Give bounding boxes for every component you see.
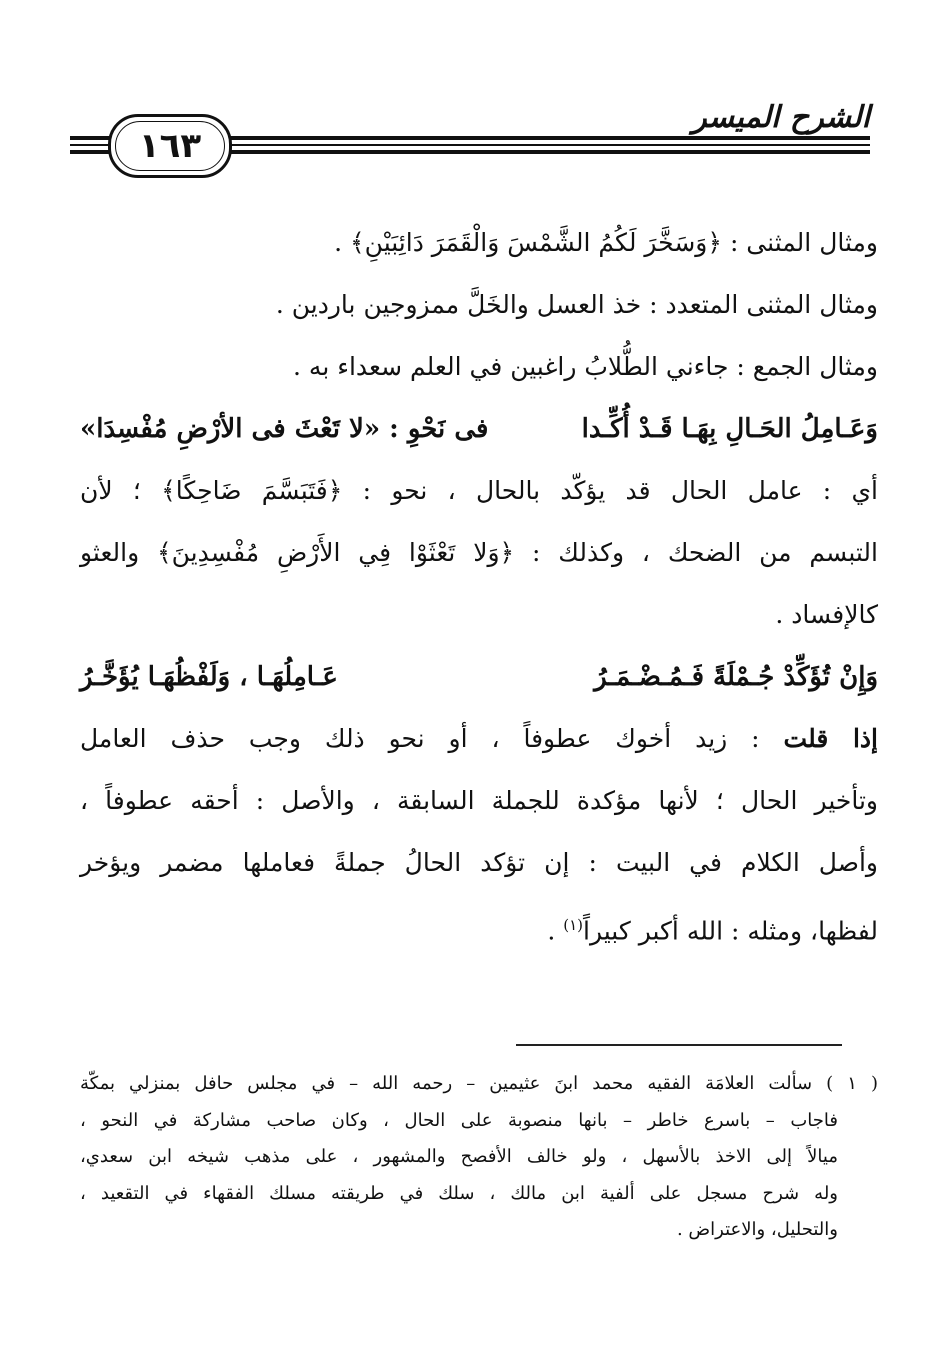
footnote-line: فاجاب – باسرع خاطر – بانها منصوبة على الحال ، وكان صاحب مشاركة في النحو ،	[80, 1109, 838, 1131]
paragraph-line: وأصل الكلام في البيت : إن تؤكد الحالُ جملةً فعاملها مضمر ويؤخر	[80, 848, 878, 877]
footnote	[80, 1066, 878, 1249]
example-dual: ومثال المثنى : ﴿وَسَخَّرَ لَكُمُ الشَّمْسَ وَالْقَمَرَ دَائِبَيْنِ﴾ .	[334, 228, 878, 257]
footnote-line: ( ١ ) سألت العلامَة الفقيه محمد ابنَ عثيمين – رحمه الله – في مجلس حافل بمنزلي بمكّة	[80, 1073, 878, 1094]
paragraph-line: كالإفساد .	[775, 600, 878, 629]
verse-hemistich-second: فى نَحْوِ : «لا تَعْثَ فى الأرْضِ مُفْسِدَا»	[80, 414, 489, 444]
verse-line	[80, 398, 878, 460]
paragraph-line	[80, 894, 878, 962]
footnote-line: ميالاً إلى الاخذ بالأسهل ، ولو خالف الأفصح والمشهور ، على مذهب شيخه ابن سعدي،	[80, 1146, 838, 1167]
example-dual-multiple: ومثال المثنى المتعدد : خذ العسل والخَلَّ ممزوجين باردين .	[275, 290, 878, 319]
main-text	[80, 212, 878, 962]
lead-phrase: إذا قلت	[783, 724, 878, 753]
paragraph-line: التبسم من الضحك ، وكذلك : ﴿وَلا تَعْثَوْا فِي الأَرْضِ مُفْسِدِينَ﴾ والعثو	[80, 538, 878, 567]
book-title: الشرح الميسر	[680, 100, 870, 135]
footnote-line: والتحليل، والاعتراض .	[676, 1219, 838, 1240]
paragraph-text: .	[547, 916, 564, 946]
paragraph-text: : زيد أخوك عطوفاً ، أو نحو ذلك وجب حذف العامل	[80, 724, 784, 753]
page-number-frame	[108, 114, 232, 178]
paragraph-line: وتأخير الحال ؛ لأنها مؤكدة للجملة السابقة ، والأصل : أحقه عطوفاً ،	[80, 786, 878, 815]
page-header	[70, 100, 870, 180]
footnote-reference[interactable]: (١)	[563, 916, 584, 934]
paragraph-line: أي : عامل الحال قد يؤكّد بالحال ، نحو : ﴿فَتَبَسَّمَ ضَاحِكًا﴾ ؛ لأن	[80, 476, 878, 505]
page-number: ١٦٣	[138, 126, 202, 166]
footnote-line: وله شرح مسجل على ألفية ابن مالك ، سلك في طريقته مسلك الفقهاء في التقعيد ،	[80, 1182, 838, 1204]
footnote-separator	[516, 1044, 842, 1046]
verse-hemistich-second: عَـامِلُهَـا ، وَلَفْظُهَـا يُؤَخَّـرُ	[80, 662, 338, 692]
verse-hemistich-first: وَعَـامِلُ الحَـالِ بِهَـا قَـدْ أُكِّـدا	[581, 414, 878, 444]
paragraph-line	[80, 708, 878, 770]
example-plural: ومثال الجمع : جاءني الطُّلابُ راغبين في العلم سعداء به .	[293, 352, 878, 381]
verse-line	[80, 646, 878, 708]
paragraph-text: لفظها، ومثله : الله أكبر كبيراً	[583, 916, 878, 946]
verse-hemistich-first: وَإِنْ تُؤَكِّدْ جُـمْلَةً فَـمُـضْـمَـرُ	[594, 662, 878, 692]
